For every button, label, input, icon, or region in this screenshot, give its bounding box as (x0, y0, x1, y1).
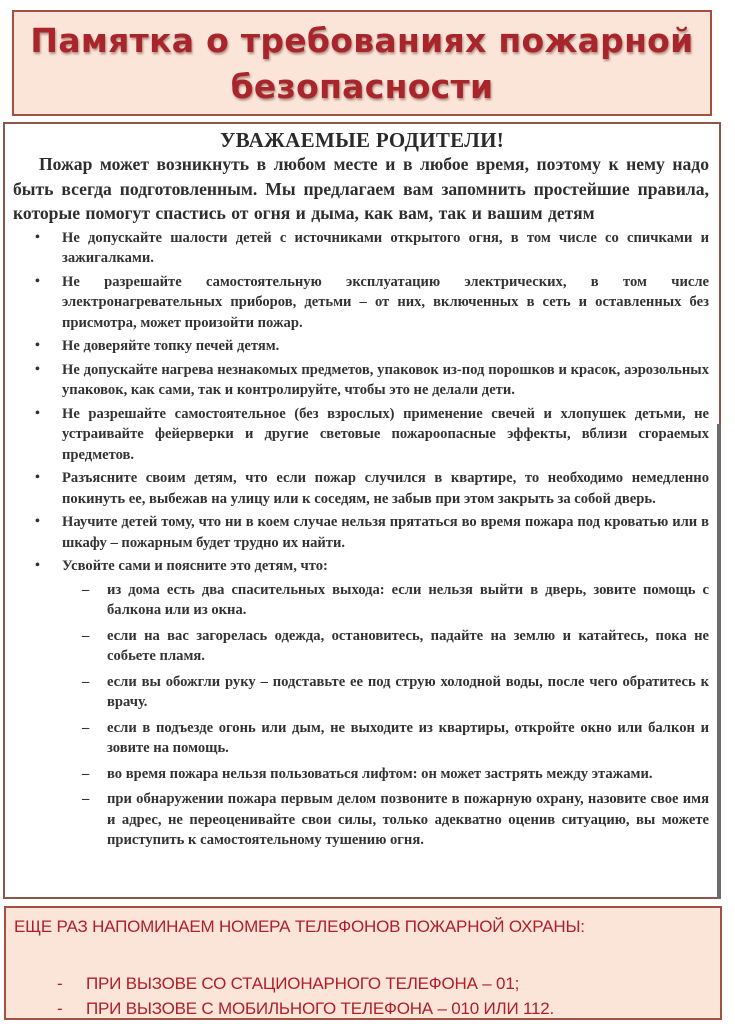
subrule-text: если на вас загорелась одежда, остановитесь, падайте на землю и катайтесь, пока не собьете пламя. (107, 627, 709, 664)
bullet-icon: • (35, 273, 40, 289)
bullet-icon: • (35, 338, 40, 353)
bullet-icon: • (35, 470, 40, 485)
subrule-item (62, 626, 709, 667)
phone-item-landline (6, 971, 720, 996)
rule-text: Не доверяйте топку печей детям. (62, 338, 280, 354)
title-line-1: Памятка о требованиях пожарной (30, 21, 694, 60)
rule-item (5, 468, 709, 509)
subrule-item (62, 580, 709, 621)
phone-text: ПРИ ВЫЗОВЕ С МОБИЛЬНОГО ТЕЛЕФОНА – 010 ИЛИ 112. (86, 999, 555, 1018)
dash-icon: – (82, 627, 90, 644)
emergency-phones-panel (4, 906, 722, 1020)
rule-text: Не разрешайте самостоятельную эксплуатацию электрических, в том числе электронагревательных приборов, детьми – от них, включенных в сеть и оставленных без присмотра, может произойти пожар. (62, 273, 709, 331)
scan-edge-bar (717, 424, 721, 899)
subrule-text: из дома есть два спасительных выхода: если нельзя выйти в дверь, зовите помощь с балкона или из окна. (107, 581, 709, 618)
greeting-heading: УВАЖАЕМЫЕ РОДИТЕЛИ! (219, 128, 505, 152)
bullet-icon: • (35, 405, 40, 421)
dash-icon: – (82, 581, 90, 598)
bullet-icon: • (35, 229, 40, 245)
rule-text: Разъясните своим детям, что если пожар случился в квартире, то необходимо немедленно покинуть ее, выбежав на улицу или к соседям, не забыв при этом закрыть за собой дверь. (62, 470, 709, 507)
dash-icon: – (82, 765, 90, 782)
rule-item (5, 272, 709, 334)
subrule-item (62, 764, 709, 785)
subrule-item (62, 789, 709, 851)
page-title (14, 12, 710, 110)
subrule-text: при обнаружении пожара первым делом позвоните в пожарную охрану, назовите свое имя и адрес, не переоценивайте свои силы, только адекватно оценив ситуацию, вы можете приступить к самостоятельному тушению огня. (107, 791, 709, 848)
rule-text: Не допускайте нагрева незнакомых предметов, упаковок из-под порошков и красок, аэрозольных упаковок, как сами, так и контролируйте, чтобы это не делали дети. (62, 361, 709, 398)
dash-icon: - (57, 999, 63, 1018)
dash-icon: - (57, 974, 63, 993)
subrule-text: если в подъезде огонь или дым, не выходите из квартиры, откройте окно или балкон и зовите на помощь. (107, 719, 709, 756)
dash-icon: – (82, 719, 90, 736)
rule-text: Усвойте сами и поясните это детям, что: (62, 558, 328, 574)
rule-item (5, 228, 709, 269)
bullet-icon: • (35, 558, 40, 573)
intro-paragraph: Пожар может возникнуть в любом месте и в любое время, поэтому к нему надо быть всегда подготовленным. Мы предлагаем вам запомнить простейшие правила, которые помогут спастись от огня и дыма, как вам, так и вашим детям (13, 154, 709, 223)
dash-icon: – (82, 673, 90, 690)
subrule-item (62, 718, 709, 759)
rule-item (5, 512, 709, 553)
phone-item-mobile (6, 996, 720, 1021)
phones-heading: ЕЩЕ РАЗ НАПОМИНАЕМ НОМЕРА ТЕЛЕФОНОВ ПОЖАРНОЙ ОХРАНЫ: (14, 917, 585, 936)
bullet-icon: • (35, 514, 40, 529)
rule-item (5, 404, 709, 466)
rules-list (5, 228, 709, 851)
phone-list (6, 971, 720, 1021)
header-banner (12, 10, 712, 116)
subrule-text: если вы обожгли руку – подставьте ее под струю холодной воды, после чего обратитесь к врачу. (107, 673, 709, 710)
bullet-icon: • (35, 361, 40, 377)
dash-icon: – (82, 791, 90, 807)
main-content-panel (3, 122, 721, 899)
subrule-text: во время пожара нельзя пользоваться лифтом: он может застрять между этажами. (107, 765, 653, 782)
subrules-list (62, 580, 709, 851)
rule-item (5, 336, 709, 357)
rule-item (5, 556, 709, 851)
title-line-2: безопасности (230, 67, 494, 106)
rule-text: Научите детей тому, что ни в коем случае нельзя прятаться во время пожара под кроватью или в шкафу – пожарным будет трудно их найти. (62, 514, 709, 551)
subrule-item (62, 672, 709, 713)
phone-text: ПРИ ВЫЗОВЕ СО СТАЦИОНАРНОГО ТЕЛЕФОНА – 01; (86, 974, 520, 993)
rule-text: Не допускайте шалости детей с источниками открытого огня, в том числе со спичками и зажигалками. (62, 229, 709, 266)
rule-text: Не разрешайте самостоятельное (без взрослых) применение свечей и хлопушек детьми, не устраивайте фейерверки и другие световые пожароопасные эффекты, вблизи сгораемых предметов. (62, 405, 709, 463)
rule-item (5, 360, 709, 401)
